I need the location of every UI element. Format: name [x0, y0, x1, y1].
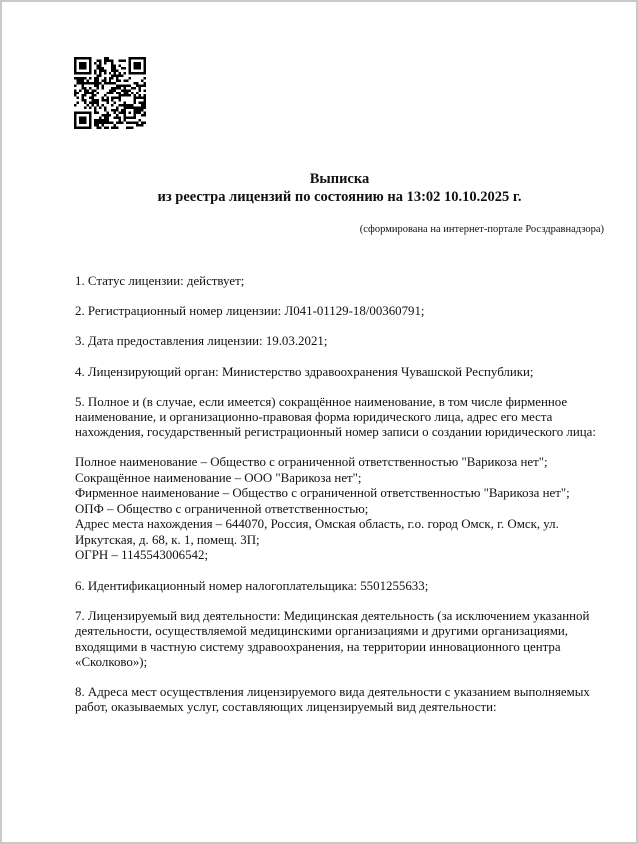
- detail-ogrn: ОГРН – 1145543006542;: [75, 548, 209, 563]
- detail-brand-name: Фирменное наименование – Общество с ограниченной ответственностью "Варикоза нет";: [75, 486, 570, 501]
- org-details-block: [75, 455, 604, 564]
- paragraph-license-status: 1. Статус лицензии: действует;: [75, 274, 245, 288]
- title-line-2: из реестра лицензий по состоянию на 13:02 10.10.2025 г.: [157, 189, 522, 205]
- detail-legal-form: ОПФ – Общество с ограниченной ответственностью;: [75, 501, 369, 516]
- document-content: [75, 2, 604, 730]
- page-title: [75, 170, 604, 206]
- title-line-1: Выписка: [309, 171, 370, 187]
- paragraph-license-date: 3. Дата предоставления лицензии: 19.03.2021;: [75, 334, 328, 349]
- detail-full-name: Полное наименование – Общество с ограниченной ответственностью "Варикоза нет";: [75, 455, 548, 470]
- subtitle-note: (сформирована на интернет-портале Росздравнадзора): [359, 224, 604, 235]
- paragraph-inn: 6. Идентификационный номер налогоплательщика: 5501255633;: [75, 578, 429, 593]
- paragraph-activity-type: 7. Лицензируемый вид деятельности: Медицинская деятельность (за исключением указанной деятельности, осуществляемой медицинскими организациями и другими организациями, входящими в частную систему здравоохранения, на территории инновационного центра «Сколково»);: [75, 609, 590, 669]
- detail-short-name: Сокращённое наименование – ООО "Варикоза нет";: [75, 470, 362, 485]
- paragraph-licensing-authority: 4. Лицензирующий орган: Министерство здравоохранения Чувашской Республики;: [75, 364, 534, 379]
- paragraph-org-info-heading: 5. Полное и (в случае, если имеется) сокращённое наименование, в том числе фирменное наименование, и организационно-правовая форма юридического лица, адрес его места нахождения, государственный регистрационный номер записи о создании юридического лица:: [75, 394, 596, 440]
- detail-address: Адрес места нахождения – 644070, Россия, Омская область, г.о. город Омск, г. Омск, ул. Иркутская, д. 68, к. 1, помещ. 3П;: [75, 517, 559, 547]
- paragraph-activity-addresses: 8. Адреса мест осуществления лицензируемого вида деятельности с указанием выполняемых работ, оказываемых услуг, составляющих лицензируемый вид деятельности:: [75, 684, 590, 715]
- paragraph-registration-number: 2. Регистрационный номер лицензии: Л041-01129-18/00360791;: [75, 304, 425, 319]
